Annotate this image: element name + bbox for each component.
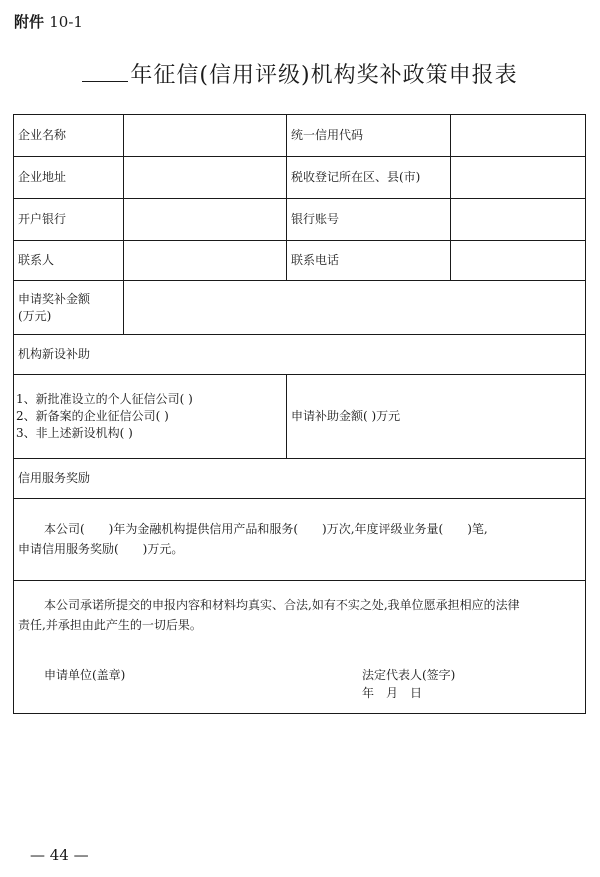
- row-new-subsidy-options: [14, 375, 585, 459]
- subsidy-amount-label: [14, 281, 124, 334]
- apply-subsidy-amount[interactable]: 申请补助金额( )万元: [291, 409, 401, 423]
- applicant-seal-label: 申请单位(盖章): [44, 668, 126, 682]
- subsidy-amount-label-line1: 申请奖补金额: [18, 291, 91, 306]
- new-subsidy-option-2[interactable]: 2、新备案的企业征信公司( ): [16, 409, 169, 423]
- new-subsidy-option-3[interactable]: 3、非上述新设机构( ): [16, 426, 133, 440]
- row-subsidy-amount: [14, 281, 585, 335]
- company-address-label: 企业地址: [14, 157, 124, 198]
- form-title: [0, 58, 600, 89]
- new-subsidy-heading: 机构新设补助: [18, 347, 91, 361]
- commitment-paragraph: [14, 581, 585, 713]
- bank-field[interactable]: [124, 199, 287, 240]
- phone-label: 联系电话: [287, 241, 451, 280]
- contact-label: 联系人: [14, 241, 124, 280]
- credit-code-field[interactable]: [451, 115, 585, 156]
- row-commitment: [14, 581, 585, 713]
- phone-field[interactable]: [451, 241, 585, 280]
- bank-account-label: 银行账号: [287, 199, 451, 240]
- service-reward-line2: 申请信用服务奖励( )万元。: [18, 542, 184, 556]
- service-reward-line1: 本公司( )年为金融机构提供信用产品和服务( )万次,年度评级业务量( )笔,: [44, 522, 488, 536]
- subsidy-amount-label-line2: (万元): [18, 308, 52, 323]
- year-blank[interactable]: [82, 63, 128, 82]
- form-title-text: 年征信(信用评级)机构奖补政策申报表: [130, 63, 518, 88]
- row-service-reward-text: [14, 499, 585, 581]
- legal-rep-signature-label: 法定代表人(签字): [362, 668, 456, 682]
- row-new-subsidy-heading: [14, 335, 585, 375]
- row-bank: [14, 199, 585, 241]
- credit-code-label: 统一信用代码: [287, 115, 451, 156]
- new-subsidy-options: [14, 375, 287, 458]
- commitment-line2: 责任,并承担由此产生的一切后果。: [18, 618, 202, 632]
- bank-label: 开户银行: [14, 199, 124, 240]
- bank-account-field[interactable]: [451, 199, 585, 240]
- attachment-label: [14, 11, 83, 32]
- row-company-name: [14, 115, 585, 157]
- row-service-reward-heading: [14, 459, 585, 499]
- new-subsidy-option-1[interactable]: 1、新批准设立的个人征信公司( ): [16, 392, 193, 406]
- service-reward-paragraph: [14, 499, 585, 580]
- row-contact: [14, 241, 585, 281]
- tax-district-field[interactable]: [451, 157, 585, 198]
- signature-date: 年 月 日: [362, 686, 423, 700]
- service-reward-heading: 信用服务奖励: [18, 471, 91, 485]
- application-form: [13, 114, 586, 714]
- row-address: [14, 157, 585, 199]
- attachment-word: 附件: [14, 13, 45, 31]
- subsidy-amount-field[interactable]: [124, 281, 585, 334]
- company-address-field[interactable]: [124, 157, 287, 198]
- tax-district-label: 税收登记所在区、县(市): [287, 157, 451, 198]
- attachment-number: 10-1: [49, 13, 83, 31]
- commitment-line1: 本公司承诺所提交的申报内容和材料均真实、合法,如有不实之处,我单位愿承担相应的法律: [44, 598, 520, 612]
- page-number: — 44 —: [30, 846, 89, 864]
- contact-field[interactable]: [124, 241, 287, 280]
- company-name-field[interactable]: [124, 115, 287, 156]
- company-name-label: 企业名称: [14, 115, 124, 156]
